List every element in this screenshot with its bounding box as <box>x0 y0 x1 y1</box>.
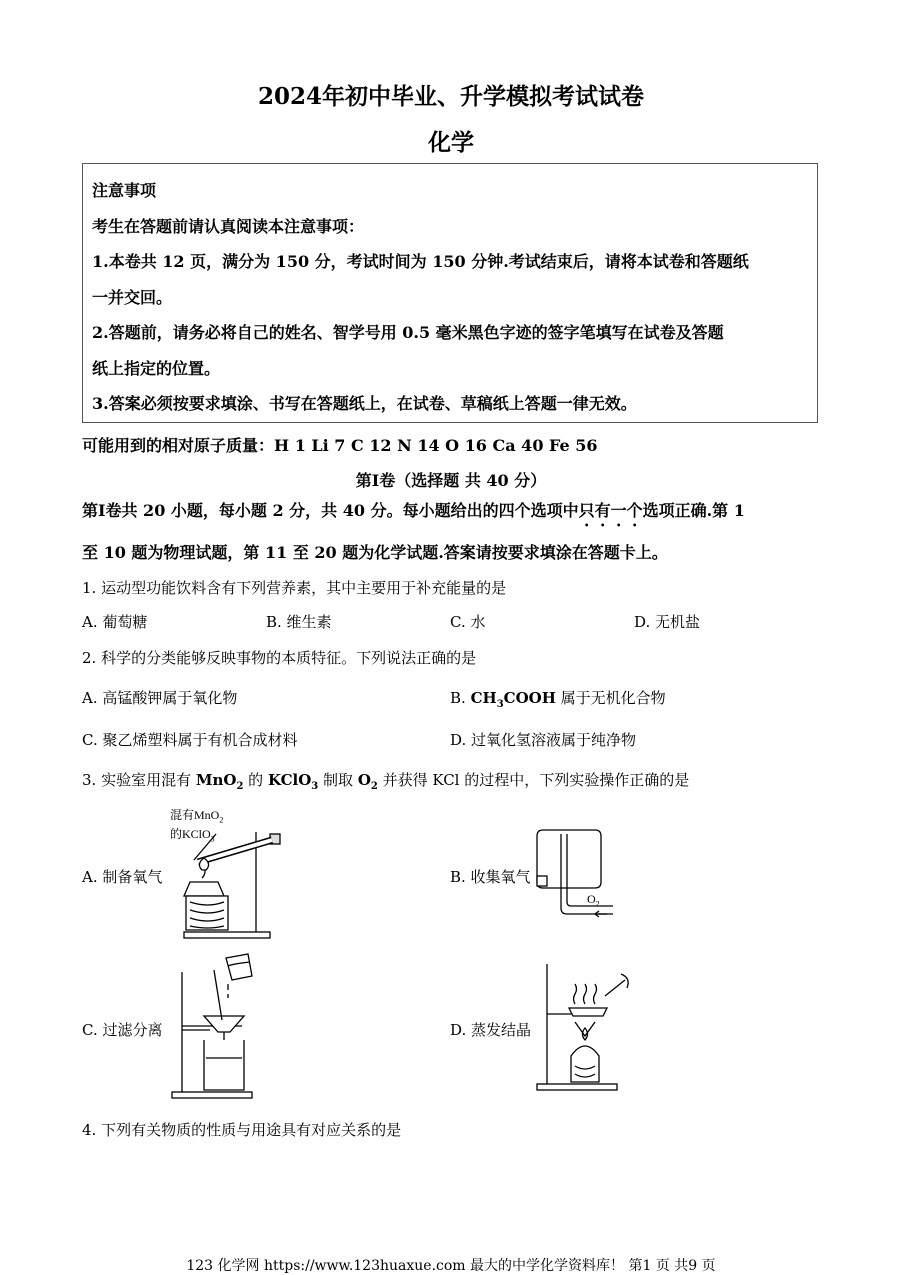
q3-formula-o2: O <box>357 771 371 789</box>
subject-title: 化学 <box>428 129 474 156</box>
section-title: 第Ⅰ卷（选择题 共 40 分） <box>355 471 547 490</box>
q2-option-b <box>450 687 666 710</box>
figure-a-label-line2: 的KClO <box>170 827 211 842</box>
q2-b-formula-sub: 3 <box>496 699 504 710</box>
q1-option-d: D. 无机盐 <box>634 613 701 631</box>
figure-a-label-line2-sub: 3 <box>210 834 215 844</box>
instr-part-2: 选项正确.第 1 <box>642 501 745 520</box>
notice-item-1b: 一并交回。 <box>92 288 173 307</box>
q2-option-c: C. 聚乙烯塑料属于有机合成材料 <box>82 731 298 749</box>
q3-stem-1: 3. 实验室用混有 <box>82 771 196 789</box>
instr-part-1: 第Ⅰ卷共 20 小题，每小题 2 分，共 40 分。每小题给出的四个选项中 <box>82 501 579 520</box>
q3-formula-o2-sub: 2 <box>370 781 378 792</box>
q2-b-formula <box>470 689 556 710</box>
q4-stem: 4. 下列有关物质的性质与用途具有对应关系的是 <box>82 1121 402 1139</box>
q3-formula-mno2-sub: 2 <box>236 781 244 792</box>
figure-b-label <box>587 892 600 908</box>
q2-b-prefix: B. <box>450 689 471 707</box>
q2-b-formula-2: COOH <box>503 689 556 707</box>
q3-stem <box>82 769 689 792</box>
figure-b-label-text: O <box>587 892 596 906</box>
notice-heading: 注意事项 <box>92 181 157 200</box>
q3-formula-mno2: MnO <box>195 771 237 789</box>
q3-stem-3: 制取 <box>318 771 358 789</box>
q1-option-c: C. 水 <box>450 613 486 631</box>
section-instruction-2: 至 10 题为物理试题，第 11 至 20 题为化学试题.答案请按要求填涂在答题卡上。 <box>82 543 668 562</box>
q3-option-a: A. 制备氧气 <box>82 868 163 886</box>
notice-item-2b: 纸上指定的位置。 <box>92 359 221 378</box>
notice-box <box>82 163 818 423</box>
figure-b-collection-apparatus <box>535 826 617 918</box>
notice-item-2a: 2.答题前，请务必将自己的姓名、智学号用 0.5 毫米黑色字迹的签字笔填写在试卷及答题 <box>92 323 724 342</box>
figure-a-label-line1: 混有MnO <box>170 808 220 822</box>
q3-option-b: B. 收集氧气 <box>450 868 531 886</box>
figure-c-filtration-apparatus <box>170 948 270 1104</box>
figure-a-heating-apparatus <box>180 830 300 942</box>
q3-formula-kclo3-sub: 3 <box>311 781 319 792</box>
figure-b-label-sub: 2 <box>595 899 600 909</box>
q3-option-c: C. 过滤分离 <box>82 1021 163 1039</box>
figure-d-evaporation-apparatus <box>535 960 635 1094</box>
q2-b-suffix: 属于无机化合物 <box>555 689 666 707</box>
q2-b-formula-1: CH <box>470 689 497 707</box>
notice-item-1a: 1.本卷共 12 页，满分为 150 分，考试时间为 150 分钟.考试结束后，请将本试卷和答题纸 <box>92 252 749 271</box>
q1-stem: 1. 运动型功能饮料含有下列营养素，其中主要用于补充能量的是 <box>82 579 507 597</box>
q2-stem: 2. 科学的分类能够反映事物的本质特征。下列说法正确的是 <box>82 649 477 667</box>
notice-item-3: 3.答案必须按要求填涂、书写在答题纸上，在试卷、草稿纸上答题一律无效。 <box>92 394 637 413</box>
q3-option-d: D. 蒸发结晶 <box>450 1021 532 1039</box>
figure-a-label-line1-sub: 2 <box>219 815 224 825</box>
atomic-masses: 可能用到的相对原子质量：H 1 Li 7 C 12 N 14 O 16 Ca 40 Fe 56 <box>82 436 598 455</box>
q2-option-d: D. 过氧化氢溶液属于纯净物 <box>450 731 637 749</box>
q1-option-b: B. 维生素 <box>266 613 332 631</box>
notice-intro: 考生在答题前请认真阅读本注意事项： <box>92 217 365 236</box>
q3-formula-kclo3: KClO <box>267 771 312 789</box>
q1-option-a: A. 葡萄糖 <box>82 613 148 631</box>
section-instruction-1 <box>82 498 745 530</box>
page-title: 2024年初中毕业、升学模拟考试试卷 <box>257 83 644 110</box>
page-footer: 123 化学网 https://www.123huaxue.com 最大的中学化学资料库！ 第1 页 共9 页 <box>186 1258 716 1274</box>
instr-emphasis: 只有一个 <box>578 501 643 520</box>
q3-stem-4: 并获得 KCl 的过程中，下列实验操作正确的是 <box>377 771 690 789</box>
q3-stem-2: 的 <box>243 771 268 789</box>
q2-option-a: A. 高锰酸钾属于氧化物 <box>82 689 238 707</box>
